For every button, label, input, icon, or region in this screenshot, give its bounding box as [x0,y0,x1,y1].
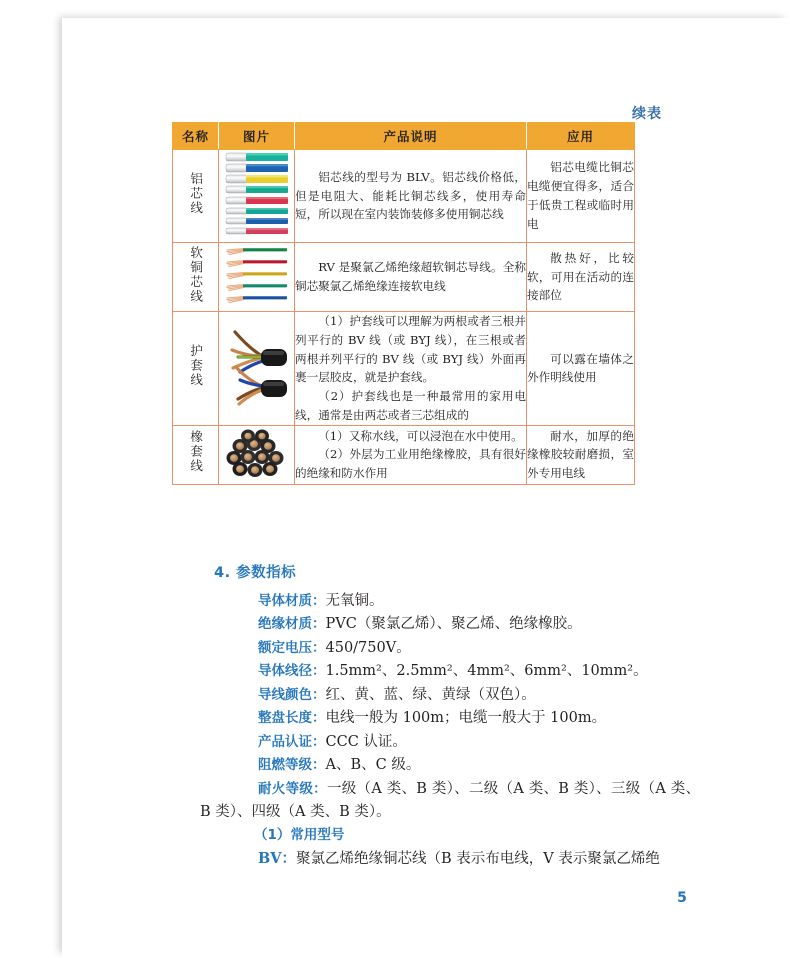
aluminum-core-wires-photo [224,150,290,242]
parameter-label: 阻燃等级： [258,757,326,774]
parameter-label: 绝缘材质： [258,616,326,633]
parameter-item [200,660,700,683]
cell-name [173,312,219,426]
column-header-application: 应用 [527,123,635,150]
description-paragraph: （1）护套线可以理解为两根或者三根并列平行的 BV 线（或 BYJ 线），在三根或者两根并列平行的 BV 线（或 BYJ 线）外面再裹一层胶皮，就是护套线。 [295,314,526,385]
parameter-item [200,731,700,754]
cable-types-table [172,122,635,485]
model-description: 聚氯乙烯绝缘铜芯线（B 表示布电线，V 表示聚氯乙烯绝 [296,850,660,867]
cable-name-label: 护套线 [188,344,204,388]
rubber-sheathed-cable-pile-photo [224,426,290,484]
parameter-item [200,590,700,613]
sheathed-cable-photo [224,320,290,416]
description-paragraph: （2）护套线也是一种最常用的家用电线，通常是由两芯或者三芯组成的 [295,389,526,422]
application-paragraph: 可以露在墙体之外作明线使用 [527,351,634,385]
parameter-list [200,590,700,871]
soft-copper-core-wires-photo [224,243,290,311]
table-row [173,150,635,243]
table-header-row [173,123,635,150]
parameter-label: 导体线径： [258,663,326,680]
model-entry [200,847,700,871]
continued-table-label: 续表 [632,106,662,122]
parameter-value: A、B、C 级。 [325,757,421,774]
cell-name [173,425,219,484]
table-row [173,425,635,484]
table-row [173,243,635,312]
cell-picture [219,425,295,484]
page-sheet [62,18,790,958]
description-paragraph: （2）外层为工业用绝缘橡胶，具有很好的绝缘和防水作用 [295,447,526,481]
parameter-label: 导体材质： [258,593,326,609]
parameter-value: CCC 认证。 [325,733,407,750]
parameter-item [200,613,700,636]
description-paragraph: （1）又称水线，可以浸泡在水中使用。 [318,428,523,443]
table-row [173,312,635,426]
parameter-item [200,637,700,660]
cell-description [295,243,527,312]
cable-name-label: 铝芯线 [188,171,204,216]
parameter-label: 产品认证： [258,733,326,750]
parameter-label: 导线颜色： [258,686,326,703]
column-header-name: 名称 [173,123,219,150]
parameter-item [200,754,700,777]
parameter-item [200,778,700,825]
parameter-value: 1.5mm²、2.5mm²、4mm²、6mm²、10mm²。 [325,663,648,680]
model-key-label: BV： [258,849,297,867]
sub-heading-common-models: （1）常用型号 [254,826,345,843]
parameter-value: 电线一般为 100m；电缆一般大于 100m。 [325,710,607,727]
parameter-value: 450/750V。 [325,639,411,656]
cell-application [527,425,635,484]
cell-name [173,243,219,312]
cable-name-label: 软铜芯线 [188,245,204,304]
cell-name [173,150,219,243]
application-paragraph: 耐水，加厚的绝缘橡胶较耐磨损，室外专用电线 [527,428,634,481]
application-paragraph: 铝芯电缆比铜芯电缆便宜得多，适合于低贵工程或临时用电 [527,160,634,231]
cell-picture [219,150,295,243]
parameter-value: 无氧铜。 [325,593,384,609]
parameter-value: 一级（A 类、B 类）、二级（A 类、B 类）、三级（A 类、B 类）、四级（A 类、B 类）。 [200,780,700,821]
parameter-label: 整盘长度： [258,710,326,727]
column-header-picture: 图片 [219,123,295,150]
cell-description [295,150,527,243]
parameter-item [200,707,700,730]
cell-description [295,312,527,426]
parameter-label: 耐火等级： [258,780,327,797]
cell-picture [219,243,295,312]
cell-application [527,243,635,312]
cell-application [527,150,635,243]
column-header-description: 产品说明 [295,123,527,150]
section-heading-parameters: 4. 参数指标 [214,565,297,581]
page-number: 5 [677,890,687,906]
cable-name-label: 橡套线 [188,430,204,474]
cell-description [295,425,527,484]
cell-application [527,312,635,426]
application-paragraph: 散热好，比较软，可用在活动的连接部位 [527,250,634,303]
parameter-value: PVC（聚氯乙烯）、聚乙烯、绝缘橡胶。 [325,616,582,633]
cell-picture [219,312,295,426]
description-paragraph: RV 是聚氯乙烯绝缘超软铜芯导线。全称铜芯聚氯乙烯绝缘连接软电线 [295,260,526,293]
parameter-item [200,684,700,707]
parameter-label: 额定电压： [258,639,326,656]
description-paragraph: 铝芯线的型号为 BLV。铝芯线价格低，但是电阻大、能耗比铜芯线多，使用寿命短，所以现在室内装饰装修多使用铜芯线 [295,169,526,222]
parameter-value: 红、黄、蓝、绿、黄绿（双色）。 [325,686,536,703]
